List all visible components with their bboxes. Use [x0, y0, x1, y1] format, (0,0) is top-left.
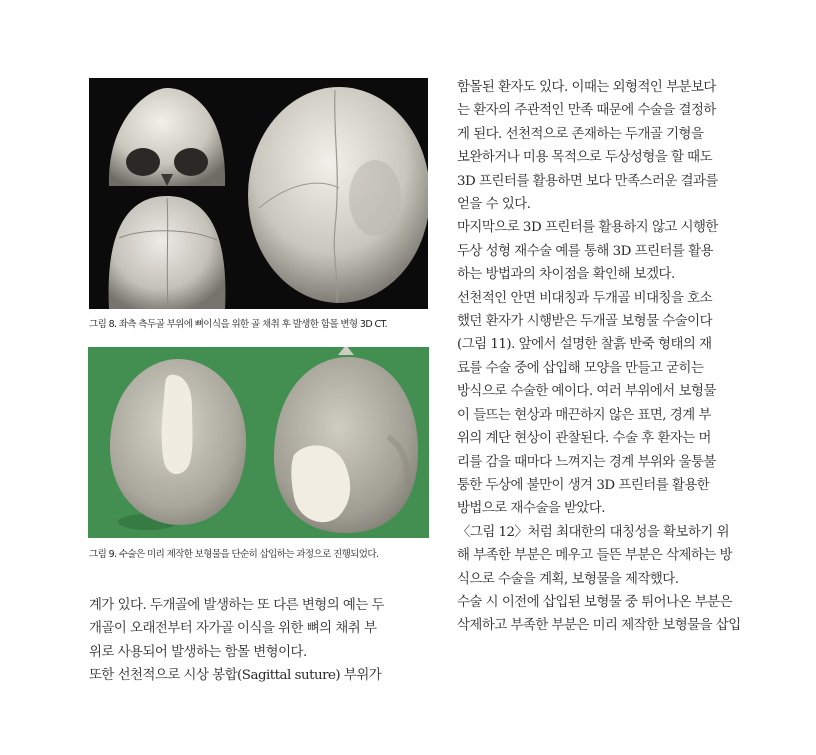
figure-9-implant-photo [88, 347, 429, 538]
figure-8-caption: 그림 8. 좌측 측두골 부위에 뼈이식을 위한 골 채취 후 발생한 함몰 변형 3D CT. [89, 319, 388, 330]
body-line: 게 된다. 선천적으로 존재하는 두개골 기형을 [457, 126, 704, 142]
right-column-text [457, 76, 757, 638]
body-line: 위로 사용되어 발생하는 함몰 변형이다. [89, 644, 307, 660]
body-line: 방식으로 수술한 예이다. 여러 부위에서 보형물 [457, 384, 716, 400]
body-line: 이 들뜨는 현상과 매끈하지 않은 표면, 경계 부 [457, 407, 711, 423]
figure-9-illustration [88, 347, 429, 538]
body-line: 얻을 수 있다. [457, 197, 531, 213]
figure-9-caption: 그림 9. 수술은 미리 제작한 보형물을 단순히 삽입하는 과정으로 진행되었다. [89, 549, 379, 560]
figure-8-ct-image [89, 78, 428, 309]
body-line: 마지막으로 3D 프린터를 활용하지 않고 시행한 [457, 220, 718, 236]
body-line: 〈그림 12〉처럼 최대한의 대칭성을 확보하기 위 [457, 524, 730, 540]
body-line: 했던 환자가 시행받은 두개골 보형물 수술이다 [457, 314, 713, 330]
body-line: 두상 성형 재수술 예를 통해 3D 프린터를 활용 [457, 243, 713, 259]
body-line: 보완하거나 미용 목적으로 두상성형을 할 때도 [457, 150, 713, 166]
body-line: 해 부족한 부분은 메우고 들뜬 부분은 삭제하는 방 [457, 548, 733, 564]
body-line: 방법으로 재수술을 받았다. [457, 501, 606, 517]
body-line: 3D 프린터를 활용하면 보다 만족스러운 결과를 [457, 173, 718, 189]
body-line: 선천적인 안면 비대칭과 두개골 비대칭을 호소 [457, 290, 713, 306]
body-line: 계가 있다. 두개골에 발생하는 또 다른 변형의 예는 두 [89, 598, 384, 613]
body-line: 료를 수술 중에 삽입해 모양을 만들고 굳히는 [457, 360, 704, 376]
body-line: 리를 감을 때마다 느껴지는 경계 부위와 울퉁불 [457, 454, 716, 470]
body-line: 하는 방법과의 차이점을 확인해 보겠다. [457, 267, 675, 283]
body-line: 수술 시 이전에 삽입된 보형물 중 튀어나온 부분은 [457, 594, 733, 610]
left-column-text [89, 594, 429, 688]
body-line: 또한 선천적으로 시상 봉합(Sagittal suture) 부위가 [89, 668, 382, 684]
body-line: 함몰된 환자도 있다. 이때는 외형적인 부분보다 [457, 80, 716, 95]
body-line: 는 환자의 주관적인 만족 때문에 수술을 결정하 [457, 103, 716, 119]
body-line: 삭제하고 부족한 부분은 미리 제작한 보형물을 삽입 [457, 618, 741, 634]
body-line: 위의 계단 현상이 관찰된다. 수술 후 환자는 머 [457, 431, 711, 447]
body-line: 식으로 수술을 계획, 보형물을 제작했다. [457, 571, 679, 587]
body-line: 퉁한 두상에 불만이 생겨 3D 프린터를 활용한 [457, 477, 710, 493]
figure-8-illustration [89, 78, 428, 309]
body-line: 개골이 오래전부터 자가골 이식을 위한 뼈의 채취 부 [89, 621, 377, 637]
body-line: (그림 11). 앞에서 설명한 찰흙 반죽 형태의 재 [457, 337, 712, 353]
